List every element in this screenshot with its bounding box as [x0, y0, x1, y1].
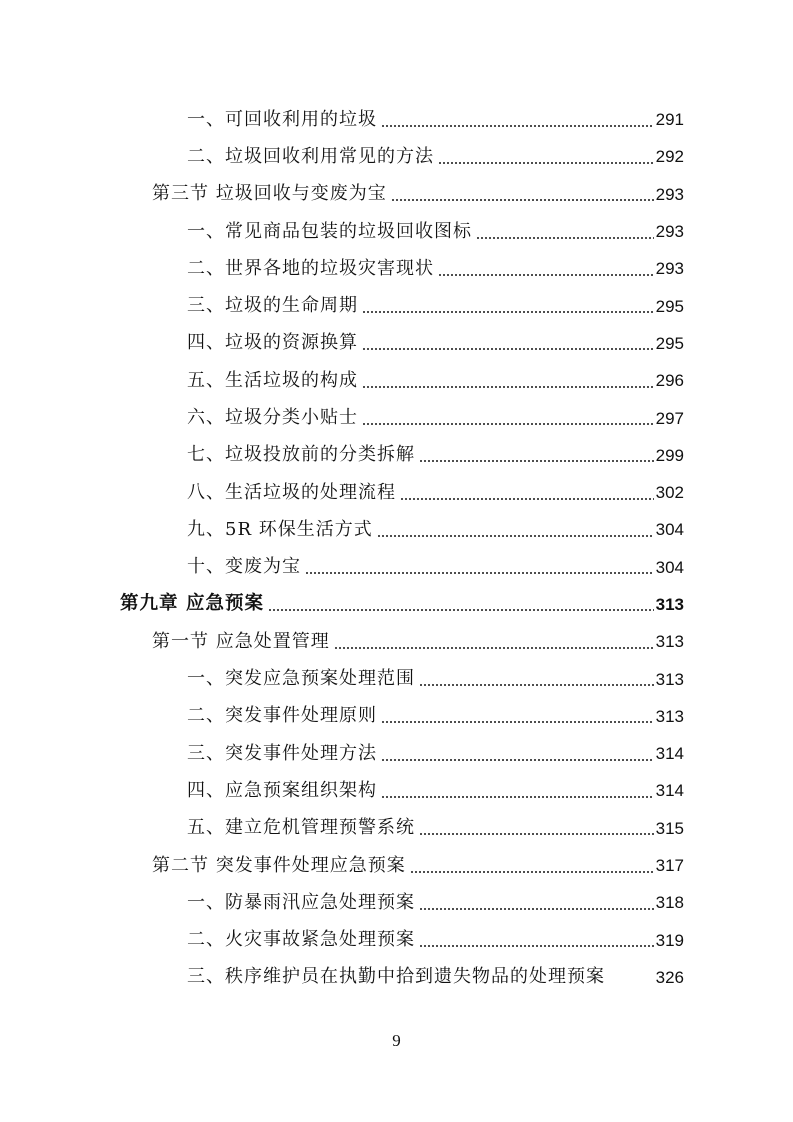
dot-leader: [419, 446, 654, 464]
dot-leader: [362, 409, 654, 427]
toc-entry-page: 313: [655, 632, 684, 652]
dot-leader: [438, 260, 654, 278]
toc-entry-page: 295: [655, 333, 684, 353]
dot-leader: [305, 558, 654, 576]
dot-leader: [605, 968, 656, 986]
toc-entry-title: 十、变废为宝: [187, 556, 301, 578]
toc-entry-page: 299: [655, 445, 684, 465]
dot-leader: [419, 670, 654, 688]
toc-item[interactable]: [0, 399, 684, 436]
toc-entry-page: 302: [655, 483, 684, 503]
dot-leader: [381, 745, 654, 763]
toc-section[interactable]: [0, 176, 684, 213]
toc-entry-title: 第二节 突发事件处理应急预案: [152, 854, 406, 876]
toc-entry-page: 317: [655, 856, 684, 876]
toc-entry-page: 314: [655, 781, 684, 801]
toc-entry-page: 318: [655, 893, 684, 913]
toc-item[interactable]: [0, 138, 684, 175]
toc-entry-title: 二、世界各地的垃圾灾害现状: [187, 257, 434, 279]
toc-item[interactable]: [0, 660, 684, 697]
toc-entry-title: 七、垃圾投放前的分类拆解: [187, 444, 415, 466]
dot-leader: [438, 148, 654, 166]
toc-entry-title: 二、突发事件处理原则: [187, 705, 377, 727]
toc-item[interactable]: [0, 698, 684, 735]
toc-item[interactable]: [0, 474, 684, 511]
toc-entry-title: 一、可回收利用的垃圾: [187, 108, 377, 130]
toc-entry-page: 293: [655, 259, 684, 279]
toc-entry-title: 八、生活垃圾的处理流程: [187, 481, 396, 503]
toc-entry-page: 293: [655, 222, 684, 242]
dot-leader: [381, 782, 654, 800]
toc-entry-title: 三、突发事件处理方法: [187, 742, 377, 764]
toc-entry-title: 第一节 应急处置管理: [152, 630, 330, 652]
toc-item[interactable]: [0, 511, 684, 548]
dot-leader: [381, 111, 654, 129]
toc-entry-title: 二、火灾事故紧急处理预案: [187, 929, 415, 951]
toc-item[interactable]: [0, 735, 684, 772]
dot-leader: [419, 819, 654, 837]
toc-entry-title: 六、垃圾分类小贴士: [187, 407, 358, 429]
toc-entry-page: 295: [655, 296, 684, 316]
page-number: 9: [392, 1031, 401, 1050]
dot-leader: [419, 931, 654, 949]
toc-item[interactable]: [0, 884, 684, 921]
table-of-contents: [0, 101, 793, 996]
toc-entry-title: 二、垃圾回收利用常见的方法: [187, 145, 434, 167]
toc-item[interactable]: [0, 772, 684, 809]
toc-entry-page: 319: [655, 930, 684, 950]
toc-item[interactable]: [0, 213, 684, 250]
toc-entry-page: 315: [655, 818, 684, 838]
toc-item[interactable]: [0, 437, 684, 474]
dot-leader: [377, 521, 654, 539]
toc-entry-title: 第九章 应急预案: [120, 593, 264, 615]
dot-leader: [334, 633, 654, 651]
toc-section[interactable]: [0, 623, 684, 660]
toc-entry-title: 一、防暴雨汛应急处理预案: [187, 891, 415, 913]
toc-item[interactable]: [0, 287, 684, 324]
toc-item[interactable]: [0, 362, 684, 399]
toc-entry-page: 304: [655, 520, 684, 540]
toc-entry-title: 五、生活垃圾的构成: [187, 369, 358, 391]
dot-leader: [410, 857, 654, 875]
toc-section[interactable]: [0, 847, 684, 884]
toc-item[interactable]: [0, 810, 684, 847]
toc-entry-page: 314: [655, 744, 684, 764]
dot-leader: [362, 334, 654, 352]
toc-entry-page: 292: [655, 147, 684, 167]
toc-entry-page: 296: [655, 371, 684, 391]
toc-entry-page: 313: [655, 595, 684, 614]
toc-item[interactable]: [0, 101, 684, 138]
dot-leader: [476, 223, 654, 241]
toc-entry-title: 三、垃圾的生命周期: [187, 295, 358, 317]
dot-leader: [391, 185, 654, 203]
toc-item[interactable]: [0, 325, 684, 362]
toc-entry-page: 291: [655, 110, 684, 130]
toc-entry-title: 四、垃圾的资源换算: [187, 332, 358, 354]
toc-item[interactable]: [0, 922, 684, 959]
toc-entry-title: 三、秩序维护员在执勤中拾到遗失物品的处理预案: [187, 966, 605, 988]
toc-entry-title: 一、突发应急预案处理范围: [187, 668, 415, 690]
toc-entry-title: 第三节 垃圾回收与变废为宝: [152, 183, 387, 205]
toc-item[interactable]: [0, 250, 684, 287]
toc-item[interactable]: [0, 549, 684, 586]
toc-entry-page: 304: [655, 557, 684, 577]
dot-leader: [419, 894, 654, 912]
toc-entry-title: 四、应急预案组织架构: [187, 779, 377, 801]
toc-entry-page: 293: [655, 184, 684, 204]
toc-chapter[interactable]: [0, 586, 684, 623]
toc-entry-title: 一、常见商品包装的垃圾回收图标: [187, 220, 472, 242]
toc-entry-page: 313: [655, 669, 684, 689]
dot-leader: [268, 595, 654, 614]
toc-entry-title: 五、建立危机管理预警系统: [187, 817, 415, 839]
dot-leader: [381, 707, 654, 725]
toc-entry-page: 313: [655, 706, 684, 726]
toc-item[interactable]: [0, 959, 684, 996]
dot-leader: [362, 297, 654, 315]
toc-entry-page: 326: [655, 967, 684, 987]
dot-leader: [362, 372, 654, 390]
toc-entry-title: 九、5R 环保生活方式: [187, 518, 373, 540]
toc-entry-page: 297: [655, 408, 684, 428]
dot-leader: [400, 484, 654, 502]
